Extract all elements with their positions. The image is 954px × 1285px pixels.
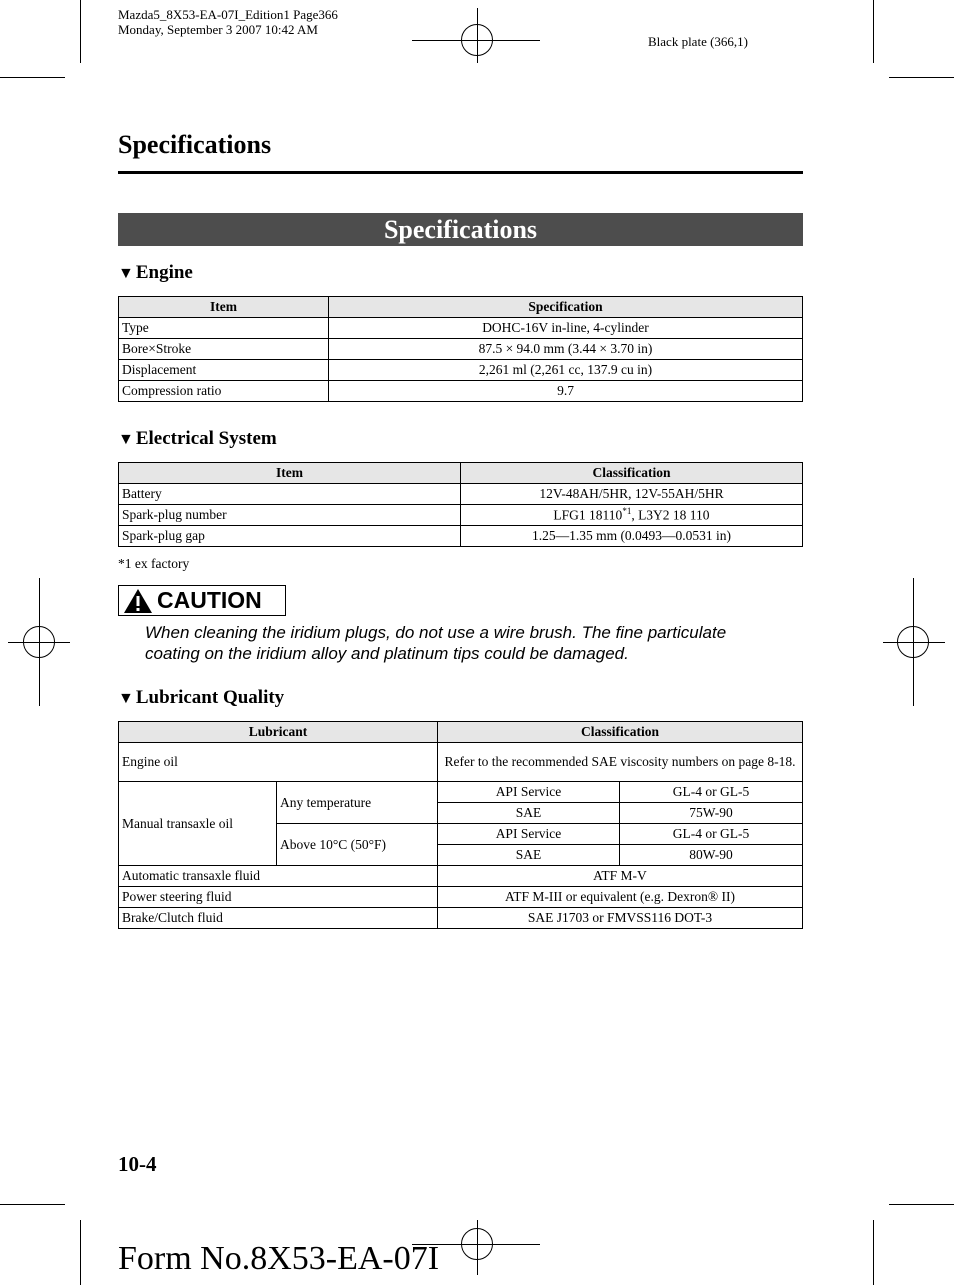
table-row bbox=[119, 866, 803, 887]
engine-heading-text: Engine bbox=[135, 262, 193, 283]
table-row bbox=[119, 526, 803, 547]
table-header-row bbox=[119, 463, 803, 484]
table-row bbox=[119, 782, 803, 803]
table-row bbox=[119, 484, 803, 505]
plate-label: Black plate (366,1) bbox=[648, 34, 748, 49]
caution-label: CAUTION bbox=[157, 587, 262, 613]
crop-mark bbox=[80, 1220, 81, 1285]
lubricant-table bbox=[118, 721, 803, 929]
table-row bbox=[119, 318, 803, 339]
cell: SAE J1703 or FMVSS116 DOT-3 bbox=[438, 908, 803, 929]
triangle-down-icon: ▼ bbox=[118, 265, 134, 282]
cell: API Service bbox=[438, 824, 620, 845]
crop-mark bbox=[889, 77, 954, 78]
cell: Spark-plug number bbox=[119, 505, 461, 526]
cell: 1.25—1.35 mm (0.0493—0.0531 in) bbox=[461, 526, 803, 547]
cell: SAE bbox=[438, 803, 620, 824]
cell: 75W-90 bbox=[620, 803, 803, 824]
cell: SAE bbox=[438, 845, 620, 866]
cell: Spark-plug gap bbox=[119, 526, 461, 547]
crop-mark bbox=[873, 1220, 874, 1285]
lubricant-heading bbox=[118, 687, 284, 709]
lubricant-heading-text: Lubricant Quality bbox=[135, 687, 285, 708]
cell: Above 10°C (50°F) bbox=[277, 824, 438, 866]
cell: ATF M-III or equivalent (e.g. Dexron® II) bbox=[438, 887, 803, 908]
table-row bbox=[119, 887, 803, 908]
cell: Automatic transaxle fluid bbox=[119, 866, 438, 887]
column-header: Classification bbox=[438, 722, 803, 743]
cell: Type bbox=[119, 318, 329, 339]
cell: Power steering fluid bbox=[119, 887, 438, 908]
table-row bbox=[119, 908, 803, 929]
cell: Brake/Clutch fluid bbox=[119, 908, 438, 929]
cell: Bore×Stroke bbox=[119, 339, 329, 360]
form-number: Form No.8X53-EA-07I bbox=[118, 1240, 440, 1277]
section-title: Specifications bbox=[118, 130, 272, 159]
electrical-heading-text: Electrical System bbox=[135, 428, 277, 449]
cell: Any temperature bbox=[277, 782, 438, 824]
caution-box bbox=[118, 585, 286, 616]
crop-mark bbox=[80, 0, 81, 63]
cell: GL-4 or GL-5 bbox=[620, 782, 803, 803]
page-number: 10-4 bbox=[118, 1152, 157, 1176]
footnote: *1 ex factory bbox=[118, 556, 190, 571]
footnote-ref: *1 bbox=[622, 506, 632, 517]
banner-title: Specifications bbox=[118, 213, 803, 246]
cell: 12V-48AH/5HR, 12V-55AH/5HR bbox=[461, 484, 803, 505]
cell: API Service bbox=[438, 782, 620, 803]
document-header bbox=[118, 7, 338, 37]
cell: Refer to the recommended SAE viscosity numbers on page 8-18. bbox=[438, 743, 803, 782]
title-rule bbox=[118, 171, 803, 174]
column-header: Lubricant bbox=[119, 722, 438, 743]
crop-mark bbox=[889, 1204, 954, 1205]
cell: Battery bbox=[119, 484, 461, 505]
column-header: Classification bbox=[461, 463, 803, 484]
table-row bbox=[119, 743, 803, 782]
column-header: Specification bbox=[329, 297, 803, 318]
triangle-down-icon: ▼ bbox=[118, 431, 134, 448]
engine-heading bbox=[118, 262, 193, 284]
cell: 9.7 bbox=[329, 381, 803, 402]
table-row bbox=[119, 505, 803, 526]
caution-text: When cleaning the iridium plugs, do not use a wire brush. The fine particulate coating on the iridium alloy and platinum tips could be damaged. bbox=[145, 623, 727, 663]
cell: Manual transaxle oil bbox=[119, 782, 277, 866]
table-header-row bbox=[119, 722, 803, 743]
warning-icon bbox=[123, 588, 153, 614]
cell: 80W-90 bbox=[620, 845, 803, 866]
cell: LFG1 18110$^{*1}$, L3Y2 18 110 bbox=[461, 505, 803, 526]
column-header: Item bbox=[119, 297, 329, 318]
doc-date: Monday, September 3 2007 10:42 AM bbox=[118, 22, 318, 37]
table-header-row bbox=[119, 297, 803, 318]
engine-table bbox=[118, 296, 803, 402]
electrical-heading bbox=[118, 428, 277, 450]
cell: Engine oil bbox=[119, 743, 438, 782]
table-row bbox=[119, 339, 803, 360]
table-row bbox=[119, 360, 803, 381]
cell: Displacement bbox=[119, 360, 329, 381]
crop-mark bbox=[0, 1204, 65, 1205]
column-header: Item bbox=[119, 463, 461, 484]
cell: DOHC-16V in-line, 4-cylinder bbox=[329, 318, 803, 339]
table-row bbox=[119, 381, 803, 402]
cell: GL-4 or GL-5 bbox=[620, 824, 803, 845]
cell: Compression ratio bbox=[119, 381, 329, 402]
cell: 87.5 × 94.0 mm (3.44 × 3.70 in) bbox=[329, 339, 803, 360]
crop-mark bbox=[0, 77, 65, 78]
cell: 2,261 ml (2,261 cc, 137.9 cu in) bbox=[329, 360, 803, 381]
cell: ATF M-V bbox=[438, 866, 803, 887]
triangle-down-icon: ▼ bbox=[118, 690, 134, 707]
doc-id: Mazda5_8X53-EA-07I_Edition1 Page366 bbox=[118, 7, 338, 22]
electrical-table bbox=[118, 462, 803, 547]
crop-mark bbox=[873, 0, 874, 63]
